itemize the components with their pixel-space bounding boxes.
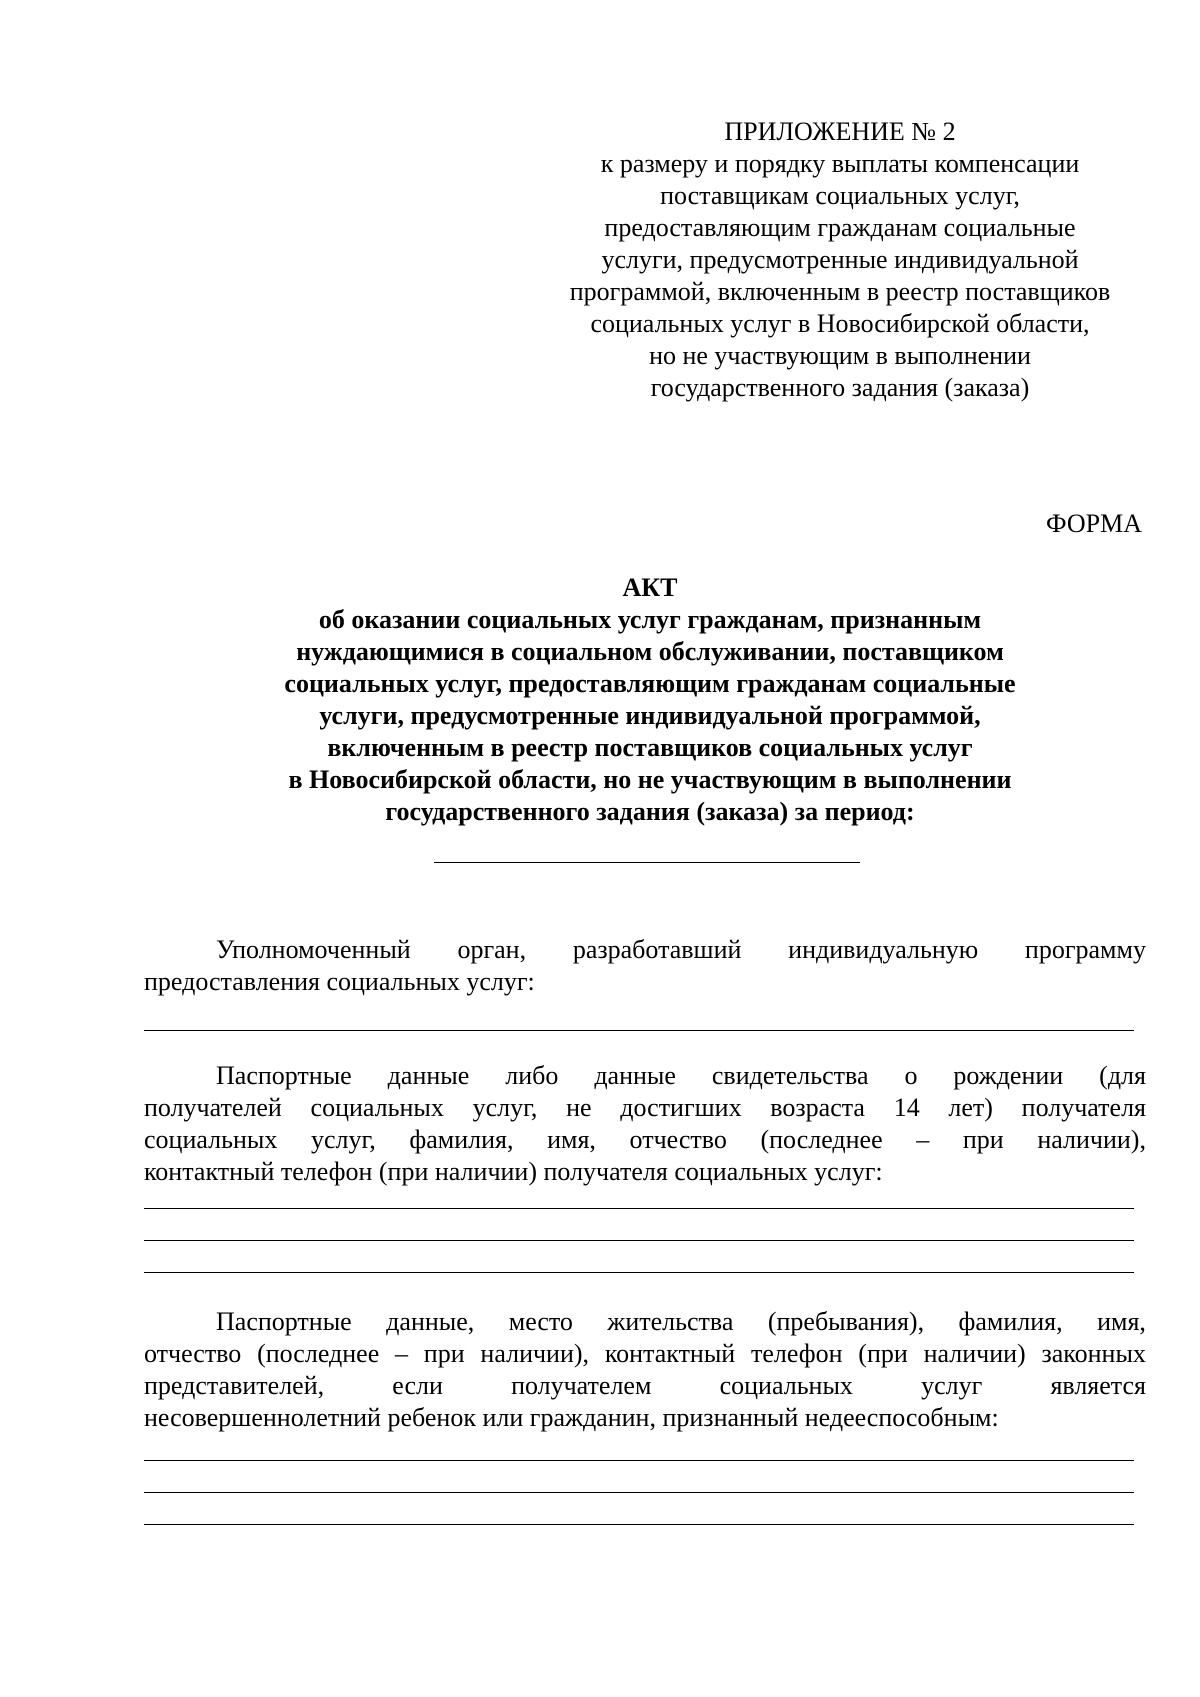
recipient-line-3: социальных услуг, фамилия, имя, отчество (последнее – при наличии),: [144, 1125, 1146, 1154]
recipient-paragraph: [144, 1060, 1146, 1188]
recipient-fill-line-3[interactable]: [144, 1272, 1134, 1273]
act-heading: АКТ: [622, 573, 678, 602]
form-label: ФОРМА: [1046, 509, 1142, 538]
appendix-line: программой, включенным в реестр поставщиков: [569, 277, 1111, 306]
representatives-line-2: отчество (последнее – при наличии), контактный телефон (при наличии) законных: [144, 1339, 1146, 1368]
authority-line-2: предоставления социальных услуг:: [144, 967, 535, 996]
recipient-line-1: Паспортные данные либо данные свидетельства о рождении (для: [216, 1061, 1146, 1090]
appendix-line: предоставляющим гражданам социальные: [604, 213, 1076, 242]
authority-paragraph: [144, 934, 1146, 998]
representatives-fill-line-2[interactable]: [144, 1492, 1134, 1493]
appendix-header: [540, 116, 1140, 404]
recipient-fill-line-1[interactable]: [144, 1208, 1134, 1209]
appendix-title: ПРИЛОЖЕНИЕ № 2: [724, 117, 956, 146]
appendix-line: государственного задания (заказа): [650, 373, 1030, 402]
representatives-line-3: представителей, если получателем социальных услуг является: [144, 1371, 1146, 1400]
act-title-line: об оказании социальных услуг гражданам, признанным: [318, 605, 982, 634]
representatives-fill-line-1[interactable]: [144, 1460, 1134, 1461]
authority-line-1: Уполномоченный орган, разработавший индивидуальную программу: [216, 935, 1146, 964]
act-title-line: включенным в реестр поставщиков социальных услуг: [327, 733, 973, 762]
act-title-line: услуги, предусмотренные индивидуальной программой,: [319, 701, 981, 730]
act-title-line: нуждающимися в социальном обслуживании, поставщиком: [296, 637, 1004, 666]
appendix-line: но не участвующим в выполнении: [649, 341, 1031, 370]
recipient-line-4: контактный телефон (при наличии) получателя социальных услуг:: [144, 1157, 883, 1186]
recipient-fill-line-2[interactable]: [144, 1240, 1134, 1241]
act-title: [0, 572, 1200, 828]
representatives-line-4: несовершеннолетний ребенок или гражданин, признанный недееспособным:: [144, 1403, 999, 1432]
appendix-line: к размеру и порядку выплаты компенсации: [600, 149, 1080, 178]
representatives-paragraph: [144, 1306, 1146, 1434]
appendix-line: социальных услуг в Новосибирской области,: [590, 309, 1090, 338]
appendix-line: поставщикам социальных услуг,: [660, 181, 1020, 210]
representatives-line-1: Паспортные данные, место жительства (пребывания), фамилия, имя,: [216, 1307, 1146, 1336]
act-title-line: в Новосибирской области, но не участвующим в выполнении: [288, 765, 1012, 794]
authority-fill-line[interactable]: [144, 1030, 1134, 1031]
act-title-line: социальных услуг, предоставляющим гражданам социальные: [284, 669, 1016, 698]
act-title-line: государственного задания (заказа) за период:: [385, 797, 915, 826]
appendix-line: услуги, предусмотренные индивидуальной: [601, 245, 1079, 274]
representatives-fill-line-3[interactable]: [144, 1524, 1134, 1525]
period-fill-line[interactable]: [434, 862, 860, 863]
recipient-line-2: получателей социальных услуг, не достигших возраста 14 лет) получателя: [144, 1093, 1146, 1122]
